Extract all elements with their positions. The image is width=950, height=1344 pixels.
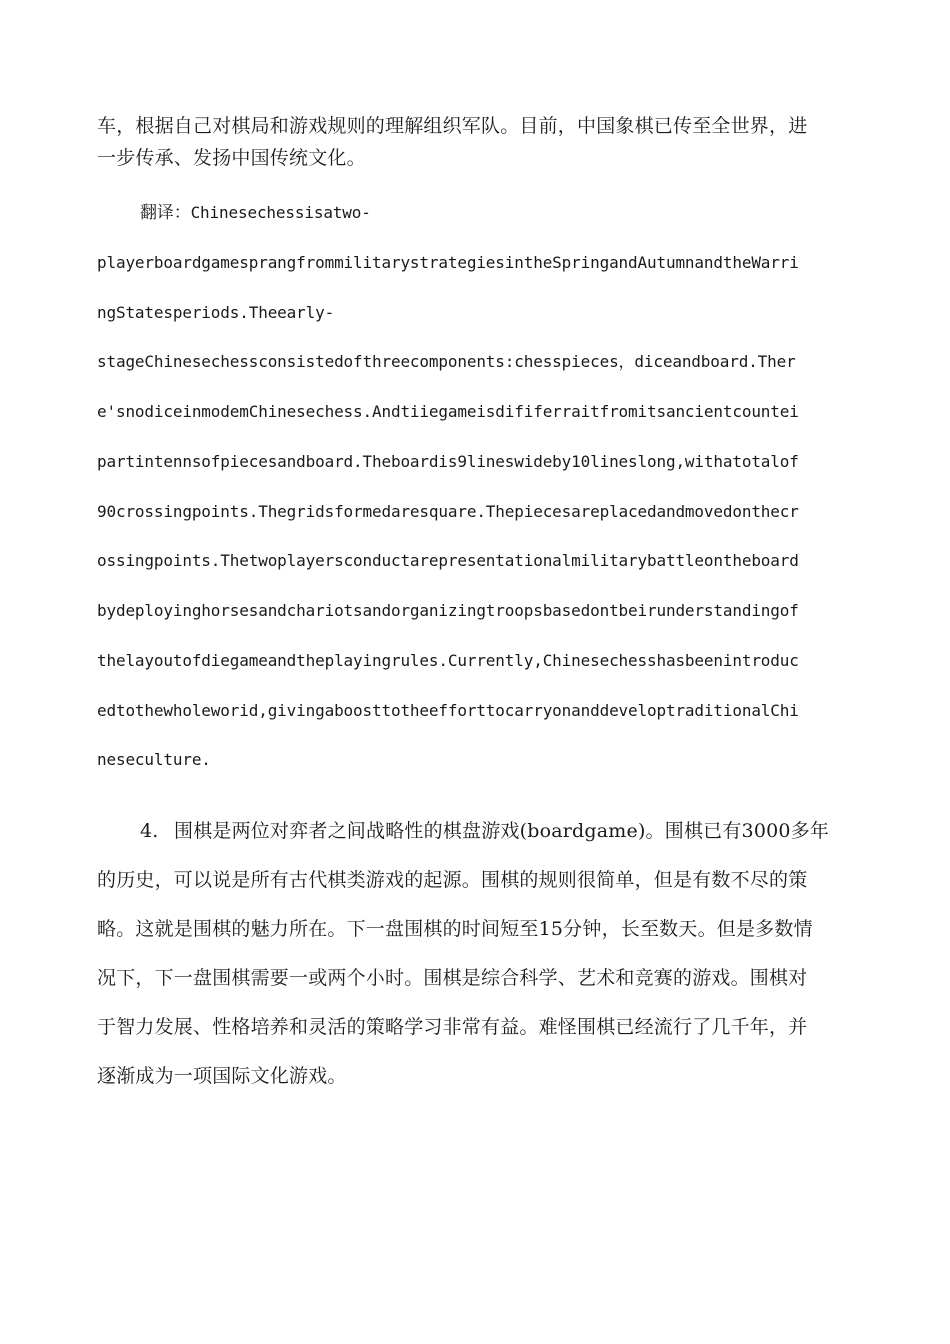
translation-line: Chinesechessisatwo- [190,203,371,222]
translation-line: stageChinesechessconsistedofthreecomponents:chesspieces，diceandboard.Ther [97,352,796,371]
translation-line: e'snodiceinmodemChinesechess.Andtiiegameisdififerraitfromitsancientcountei [97,402,799,421]
translation-line: bydeployinghorsesandchariotsandorganizingtroopsbasedontbeirunderstandingof [97,601,799,620]
paragraph-line: 况下，下一盘围棋需要一或两个小时。围棋是综合科学、艺术和竞赛的游戏。围棋对 [97,967,808,989]
translation-line: ngStatesperiods.Theearly- [97,303,335,322]
paragraph-line: 的历史，可以说是所有古代棋类游戏的起源。围棋的规则很简单，但是有数不尽的策 [97,869,808,891]
translation-line: neseculture. [97,750,211,769]
paragraph-line: 围棋是两位对弈者之间战略性的棋盘游戏(boardgame)。围棋已有3000多年 [174,820,830,842]
paragraph-line: 一步传承、发扬中国传统文化。 [97,147,366,169]
question-number: 4. [140,820,159,842]
translation-line: 90crossingpoints.Thegridsformedaresquare.Thepiecesareplacedandmovedonthecr [97,502,799,521]
translation-line: thelayoutofdiegameandtheplayingrules.Currently,Chinesechesshasbeenintroduc [97,651,799,670]
translation-label: 翻译： [140,203,191,223]
paragraph-line: 车，根据自己对棋局和游戏规则的理解组织军队。目前，中国象棋已传至全世界，进 [97,115,808,137]
paragraph-line: 略。这就是围棋的魅力所在。下一盘围棋的时间短至15分钟，长至数天。但是多数情 [97,918,813,940]
question-4-first-line [140,815,860,847]
translation-line: partintennsofpiecesandboard.Theboardis9lineswideby10lineslong,withatotalof [97,452,799,471]
translation-line: edtothewholeworid,givingaboosttotheefforttocarryonanddeveloptraditionalChi [97,701,799,720]
paragraph-line: 逐渐成为一项国际文化游戏。 [97,1065,347,1087]
translation-line: playerboardgamesprangfrommilitarystrategiesintheSpringandAutumnandtheWarri [97,253,799,272]
translation-first-line [140,201,371,225]
paragraph-line: 于智力发展、性格培养和灵活的策略学习非常有益。难怪围棋已经流行了几千年，并 [97,1016,808,1038]
translation-line: ossingpoints.Thetwoplayersconductarepresentationalmilitarybattleontheboard [97,551,799,570]
